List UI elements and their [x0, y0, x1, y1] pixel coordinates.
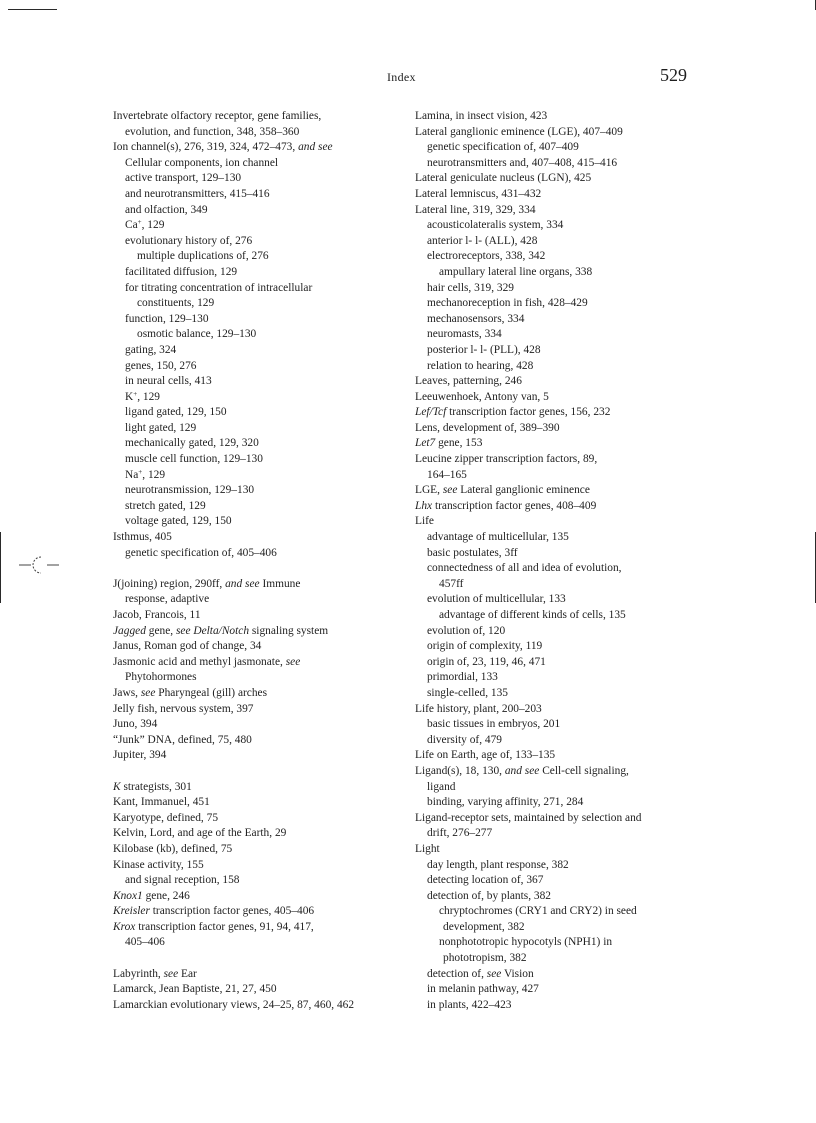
entry-text: mechanosensors, 334	[427, 312, 525, 325]
entry-text: muscle cell function, 129–130	[125, 453, 263, 466]
index-subentry	[415, 343, 715, 359]
entry-text: light gated, 129	[125, 421, 197, 434]
index-entry	[113, 140, 403, 156]
index-subentry	[415, 904, 715, 920]
entry-text: Lef/Tcf	[415, 406, 447, 419]
entry-text: transcription factor genes, 91, 94, 417,	[135, 920, 314, 933]
entry-text: for titrating concentration of intracellular	[125, 281, 313, 294]
entry-text: osmotic balance, 129–130	[137, 328, 257, 341]
index-subentry	[113, 452, 403, 468]
entry-text: 164–165	[427, 468, 467, 481]
entry-text: and see	[298, 141, 333, 154]
entry-text: evolution, and function, 348, 358–360	[125, 125, 300, 138]
index-subentry	[113, 187, 403, 203]
index-entry	[415, 764, 715, 780]
index-subentry	[415, 826, 715, 842]
index-entry	[415, 203, 715, 219]
index-subentry	[113, 281, 403, 297]
letter-group-gap	[113, 764, 403, 780]
index-subentry	[415, 935, 715, 951]
entry-text: origin of complexity, 119	[427, 640, 543, 653]
index-subentry	[415, 998, 715, 1014]
index-entry	[113, 748, 403, 764]
entry-text: signaling system	[249, 624, 329, 637]
entry-text: anterior l- l- (ALL), 428	[427, 234, 538, 247]
entry-text: J(joining) region, 290ff,	[113, 577, 226, 590]
entry-text: Life history, plant, 200–203	[415, 702, 542, 715]
entry-text: basic postulates, 3ff	[427, 546, 518, 559]
entry-text: binding, varying affinity, 271, 284	[427, 796, 584, 809]
entry-text: Krox	[113, 920, 136, 933]
index-subentry	[113, 125, 403, 141]
entry-text: Vision	[501, 967, 534, 980]
index-subentry	[415, 920, 715, 936]
index-subentry	[113, 296, 403, 312]
entry-text: Jagged	[113, 624, 146, 637]
entry-text: Ligand-receptor sets, maintained by selection and	[415, 811, 642, 824]
index-entry	[415, 390, 715, 406]
entry-text: transcription factor genes, 408–409	[432, 499, 597, 512]
index-subentry	[113, 546, 403, 562]
entry-text: primordial, 133	[427, 671, 498, 684]
index-subentry	[415, 140, 715, 156]
entry-text: Jaws,	[113, 686, 141, 699]
index-entry	[113, 733, 403, 749]
entry-text: detection of,	[427, 967, 487, 980]
entry-text: diversity of, 479	[427, 733, 502, 746]
index-subentry	[415, 530, 715, 546]
index-entry	[415, 811, 715, 827]
entry-text: chryptochromes (CRY1 and CRY2) in seed	[439, 905, 637, 918]
entry-text: 457ff	[439, 577, 464, 590]
entry-text: Life on Earth, age of, 133–135	[415, 749, 556, 762]
index-subentry	[415, 795, 715, 811]
entry-text: connectedness of all and idea of evolution,	[427, 562, 622, 575]
index-subentry	[415, 889, 715, 905]
index-subentry	[415, 468, 715, 484]
index-entry	[113, 920, 403, 936]
index-subentry	[113, 218, 403, 234]
entry-text: ligand	[427, 780, 456, 793]
entry-text: Life	[415, 515, 434, 528]
entry-text: phototropism, 382	[443, 952, 527, 965]
entry-text: see	[486, 967, 502, 980]
entry-text: , 129	[141, 219, 165, 232]
index-subentry	[415, 639, 715, 655]
entry-text: Lens, development of, 389–390	[415, 421, 560, 434]
entry-text: in melanin pathway, 427	[427, 983, 539, 996]
index-subentry	[415, 608, 715, 624]
index-entry	[415, 374, 715, 390]
index-subentry	[113, 249, 403, 265]
entry-text: Kelvin, Lord, and age of the Earth, 29	[113, 827, 287, 840]
entry-text: Knox1	[113, 889, 143, 902]
entry-text: genetic specification of, 407–409	[427, 141, 579, 154]
entry-text: “Junk” DNA, defined, 75, 480	[113, 733, 252, 746]
entry-text: response, adaptive	[125, 593, 210, 606]
entry-text: Ion channel(s), 276, 319, 324, 472–473,	[113, 141, 299, 154]
index-entry	[415, 405, 715, 421]
entry-text: evolutionary history of, 276	[125, 234, 253, 247]
entry-text: see	[140, 686, 156, 699]
entry-text: advantage of multicellular, 135	[427, 531, 569, 544]
entry-text: neurotransmission, 129–130	[125, 484, 255, 497]
entry-text: Jasmonic acid and methyl jasmonate,	[113, 655, 286, 668]
entry-text: , 129	[142, 468, 166, 481]
index-subentry	[113, 499, 403, 515]
index-subentry	[415, 561, 715, 577]
index-entry	[113, 530, 403, 546]
index-entry	[113, 639, 403, 655]
entry-text: and see	[504, 764, 540, 777]
index-subentry	[415, 717, 715, 733]
entry-text: gene, 153	[435, 437, 483, 450]
index-subentry	[415, 873, 715, 889]
entry-text: detection of, by plants, 382	[427, 889, 552, 902]
entry-text: constituents, 129	[137, 297, 215, 310]
entry-text: Leaves, patterning, 246	[415, 375, 522, 388]
entry-text: K	[113, 780, 121, 793]
entry-text: Jelly fish, nervous system, 397	[113, 702, 254, 715]
entry-text: mechanoreception in fish, 428–429	[427, 297, 588, 310]
index-entry	[113, 982, 403, 998]
entry-text: transcription factor genes, 405–406	[149, 905, 315, 918]
entry-text: Na	[125, 468, 139, 481]
index-entry	[113, 842, 403, 858]
entry-text: nonphototropic hypocotyls (NPH1) in	[439, 936, 613, 949]
entry-text: in plants, 422–423	[427, 998, 512, 1011]
entry-text: Pharyngeal (gill) arches	[155, 686, 268, 699]
entry-text: , 129	[137, 390, 160, 403]
entry-text: Ligand(s), 18, 130,	[415, 764, 505, 777]
entry-text: relation to hearing, 428	[427, 359, 534, 372]
entry-text: Lateral ganglionic eminence (LGE), 407–409	[415, 125, 623, 138]
index-subentry	[415, 951, 715, 967]
entry-text: transcription factor genes, 156, 232	[446, 406, 611, 419]
index-subentry	[113, 421, 403, 437]
index-subentry	[113, 592, 403, 608]
entry-text: +	[137, 218, 142, 227]
index-entry	[415, 187, 715, 203]
index-subentry	[113, 359, 403, 375]
index-subentry	[415, 592, 715, 608]
index-subentry	[113, 343, 403, 359]
entry-text: mechanically gated, 129, 320	[125, 437, 259, 450]
entry-text: LGE,	[415, 484, 443, 497]
index-entry	[113, 717, 403, 733]
index-subentry	[113, 935, 403, 951]
entry-text: facilitated diffusion, 129	[125, 265, 238, 278]
entry-text: +	[138, 467, 143, 476]
entry-text: Ca	[125, 219, 138, 232]
index-subentry	[415, 359, 715, 375]
index-entry	[113, 624, 403, 640]
entry-text: and see	[225, 577, 260, 590]
entry-text: ligand gated, 129, 150	[125, 406, 227, 419]
index-column-left	[113, 109, 403, 1013]
index-subentry	[415, 733, 715, 749]
entry-text: Immune	[259, 577, 301, 590]
entry-text: Juno, 394	[113, 718, 158, 731]
index-entry	[113, 608, 403, 624]
crop-mark-left	[0, 532, 1, 603]
index-entry	[113, 967, 403, 983]
entry-text: see	[163, 967, 179, 980]
entry-text: Lamarckian evolutionary views, 24–25, 87, 460, 462	[113, 998, 355, 1011]
index-subentry	[415, 982, 715, 998]
entry-text: gene, 246	[142, 889, 190, 902]
entry-text: function, 129–130	[125, 312, 209, 325]
entry-text: Lateral geniculate nucleus (LGN), 425	[415, 172, 592, 185]
entry-text: Light	[415, 842, 440, 855]
index-subentry	[415, 546, 715, 562]
crop-mark-top-left	[8, 9, 57, 10]
letter-group-gap	[113, 561, 403, 577]
entry-text: Kilobase (kb), defined, 75	[113, 842, 233, 855]
index-subentry	[113, 873, 403, 889]
entry-text: see	[442, 484, 458, 497]
index-entry	[113, 998, 403, 1014]
index-entry	[113, 811, 403, 827]
entry-text: Janus, Roman god of change, 34	[113, 640, 262, 653]
index-entry	[113, 904, 403, 920]
index-entry	[415, 702, 715, 718]
index-subentry	[415, 624, 715, 640]
index-subentry	[113, 234, 403, 250]
index-subentry	[415, 670, 715, 686]
index-subentry	[415, 265, 715, 281]
index-subentry	[113, 374, 403, 390]
index-subentry	[113, 327, 403, 343]
entry-text: Let7	[415, 437, 436, 450]
index-entry	[113, 655, 403, 671]
index-subentry	[415, 249, 715, 265]
entry-text: multiple duplications of, 276	[137, 250, 269, 263]
index-subentry	[415, 281, 715, 297]
index-entry	[415, 421, 715, 437]
running-title: Index	[387, 70, 416, 84]
index-subentry	[415, 296, 715, 312]
index-subentry	[415, 327, 715, 343]
entry-text: basic tissues in embryos, 201	[427, 718, 561, 731]
entry-text: genes, 150, 276	[125, 359, 197, 372]
entry-text: day length, plant response, 382	[427, 858, 569, 871]
index-column-right	[415, 109, 715, 1013]
entry-text: Lamarck, Jean Baptiste, 21, 27, 450	[113, 983, 277, 996]
entry-text: +	[133, 389, 138, 398]
index-subentry	[415, 655, 715, 671]
letter-group-gap	[113, 951, 403, 967]
entry-text: electroreceptors, 338, 342	[427, 250, 546, 263]
index-subentry	[113, 483, 403, 499]
entry-text: advantage of different kinds of cells, 135	[439, 609, 626, 621]
entry-text: neuromasts, 334	[427, 328, 502, 341]
entry-text: posterior l- l- (PLL), 428	[427, 343, 541, 356]
index-entry	[113, 577, 403, 593]
entry-text: Jacob, Francois, 11	[113, 609, 201, 621]
entry-text: Kreisler	[113, 905, 150, 918]
entry-text: Lateral line, 319, 329, 334	[415, 203, 536, 216]
index-entry	[415, 125, 715, 141]
index-subentry	[113, 156, 403, 172]
entry-text: stretch gated, 129	[125, 499, 206, 512]
entry-text: Cellular components, ion channel	[125, 156, 279, 169]
index-subentry	[113, 312, 403, 328]
index-entry	[415, 452, 715, 468]
index-entry	[113, 109, 403, 125]
entry-text: ampullary lateral line organs, 338	[439, 265, 593, 278]
registration-mark-icon	[19, 554, 61, 576]
index-subentry	[415, 686, 715, 702]
index-entry	[113, 686, 403, 702]
index-subentry	[113, 514, 403, 530]
entry-text: Invertebrate olfactory receptor, gene families,	[113, 110, 322, 122]
entry-text: Lateral lemniscus, 431–432	[415, 187, 542, 200]
entry-text: detecting location of, 367	[427, 874, 544, 887]
entry-text: see Delta/Notch	[175, 624, 250, 637]
entry-text: hair cells, 319, 329	[427, 281, 514, 294]
index-entry	[113, 795, 403, 811]
index-subentry	[415, 218, 715, 234]
entry-text: Phytohormones	[125, 671, 197, 684]
index-subentry	[415, 234, 715, 250]
index-entry	[415, 171, 715, 187]
entry-text: Lamina, in insect vision, 423	[415, 110, 548, 122]
entry-text: Karyotype, defined, 75	[113, 811, 219, 824]
index-entry	[415, 499, 715, 515]
index-subentry	[113, 390, 403, 406]
entry-text: gating, 324	[125, 343, 177, 356]
index-entry	[415, 109, 715, 125]
index-entry	[415, 436, 715, 452]
index-subentry	[113, 436, 403, 452]
entry-text: see	[285, 655, 301, 668]
index-subentry	[415, 967, 715, 983]
index-subentry	[415, 577, 715, 593]
entry-text: Kant, Immanuel, 451	[113, 796, 210, 809]
entry-text: strategists, 301	[120, 780, 192, 793]
entry-text: Cell-cell signaling,	[539, 764, 629, 777]
index-subentry	[415, 858, 715, 874]
entry-text: single-celled, 135	[427, 686, 508, 699]
entry-text: active transport, 129–130	[125, 172, 242, 185]
index-subentry	[113, 265, 403, 281]
entry-text: Leucine zipper transcription factors, 89,	[415, 453, 598, 466]
entry-text: evolution of, 120	[427, 624, 506, 637]
entry-text: Lateral ganglionic eminence	[457, 484, 590, 497]
index-entry	[113, 780, 403, 796]
index-subentry	[113, 468, 403, 484]
entry-text: Jupiter, 394	[113, 749, 167, 762]
entry-text: gene,	[145, 624, 176, 637]
entry-text: voltage gated, 129, 150	[125, 515, 232, 528]
index-entry	[113, 702, 403, 718]
entry-text: Isthmus, 405	[113, 531, 172, 544]
entry-text: Kinase activity, 155	[113, 858, 204, 871]
index-entry	[113, 826, 403, 842]
index-entry	[415, 514, 715, 530]
index-subentry	[113, 203, 403, 219]
index-entry	[415, 483, 715, 499]
entry-text: and olfaction, 349	[125, 203, 208, 216]
index-entry	[113, 858, 403, 874]
running-head	[0, 65, 816, 89]
entry-text: development, 382	[443, 920, 525, 933]
entry-text: in neural cells, 413	[125, 375, 212, 388]
entry-text: evolution of multicellular, 133	[427, 593, 566, 606]
index-entry	[113, 889, 403, 905]
entry-text: Ear	[178, 967, 197, 980]
index-subentry	[415, 156, 715, 172]
entry-text: and neurotransmitters, 415–416	[125, 187, 270, 200]
index-subentry	[113, 670, 403, 686]
entry-text: genetic specification of, 405–406	[125, 546, 277, 559]
index-subentry	[415, 312, 715, 328]
index-subentry	[113, 171, 403, 187]
entry-text: acousticolateralis system, 334	[427, 219, 564, 232]
entry-text: origin of, 23, 119, 46, 471	[427, 655, 546, 668]
page-number: 529	[660, 65, 687, 85]
entry-text: Labyrinth,	[113, 967, 164, 980]
entry-text: Lhx	[415, 499, 433, 512]
index-entry	[415, 748, 715, 764]
entry-text: and signal reception, 158	[125, 874, 240, 887]
index-entry	[415, 842, 715, 858]
entry-text: neurotransmitters and, 407–408, 415–416	[427, 156, 618, 169]
index-subentry	[113, 405, 403, 421]
index-subentry	[415, 780, 715, 796]
entry-text: 405–406	[125, 936, 165, 949]
entry-text: drift, 276–277	[427, 827, 493, 840]
entry-text: K	[125, 390, 134, 403]
entry-text: Leeuwenhoek, Antony van, 5	[415, 390, 549, 403]
